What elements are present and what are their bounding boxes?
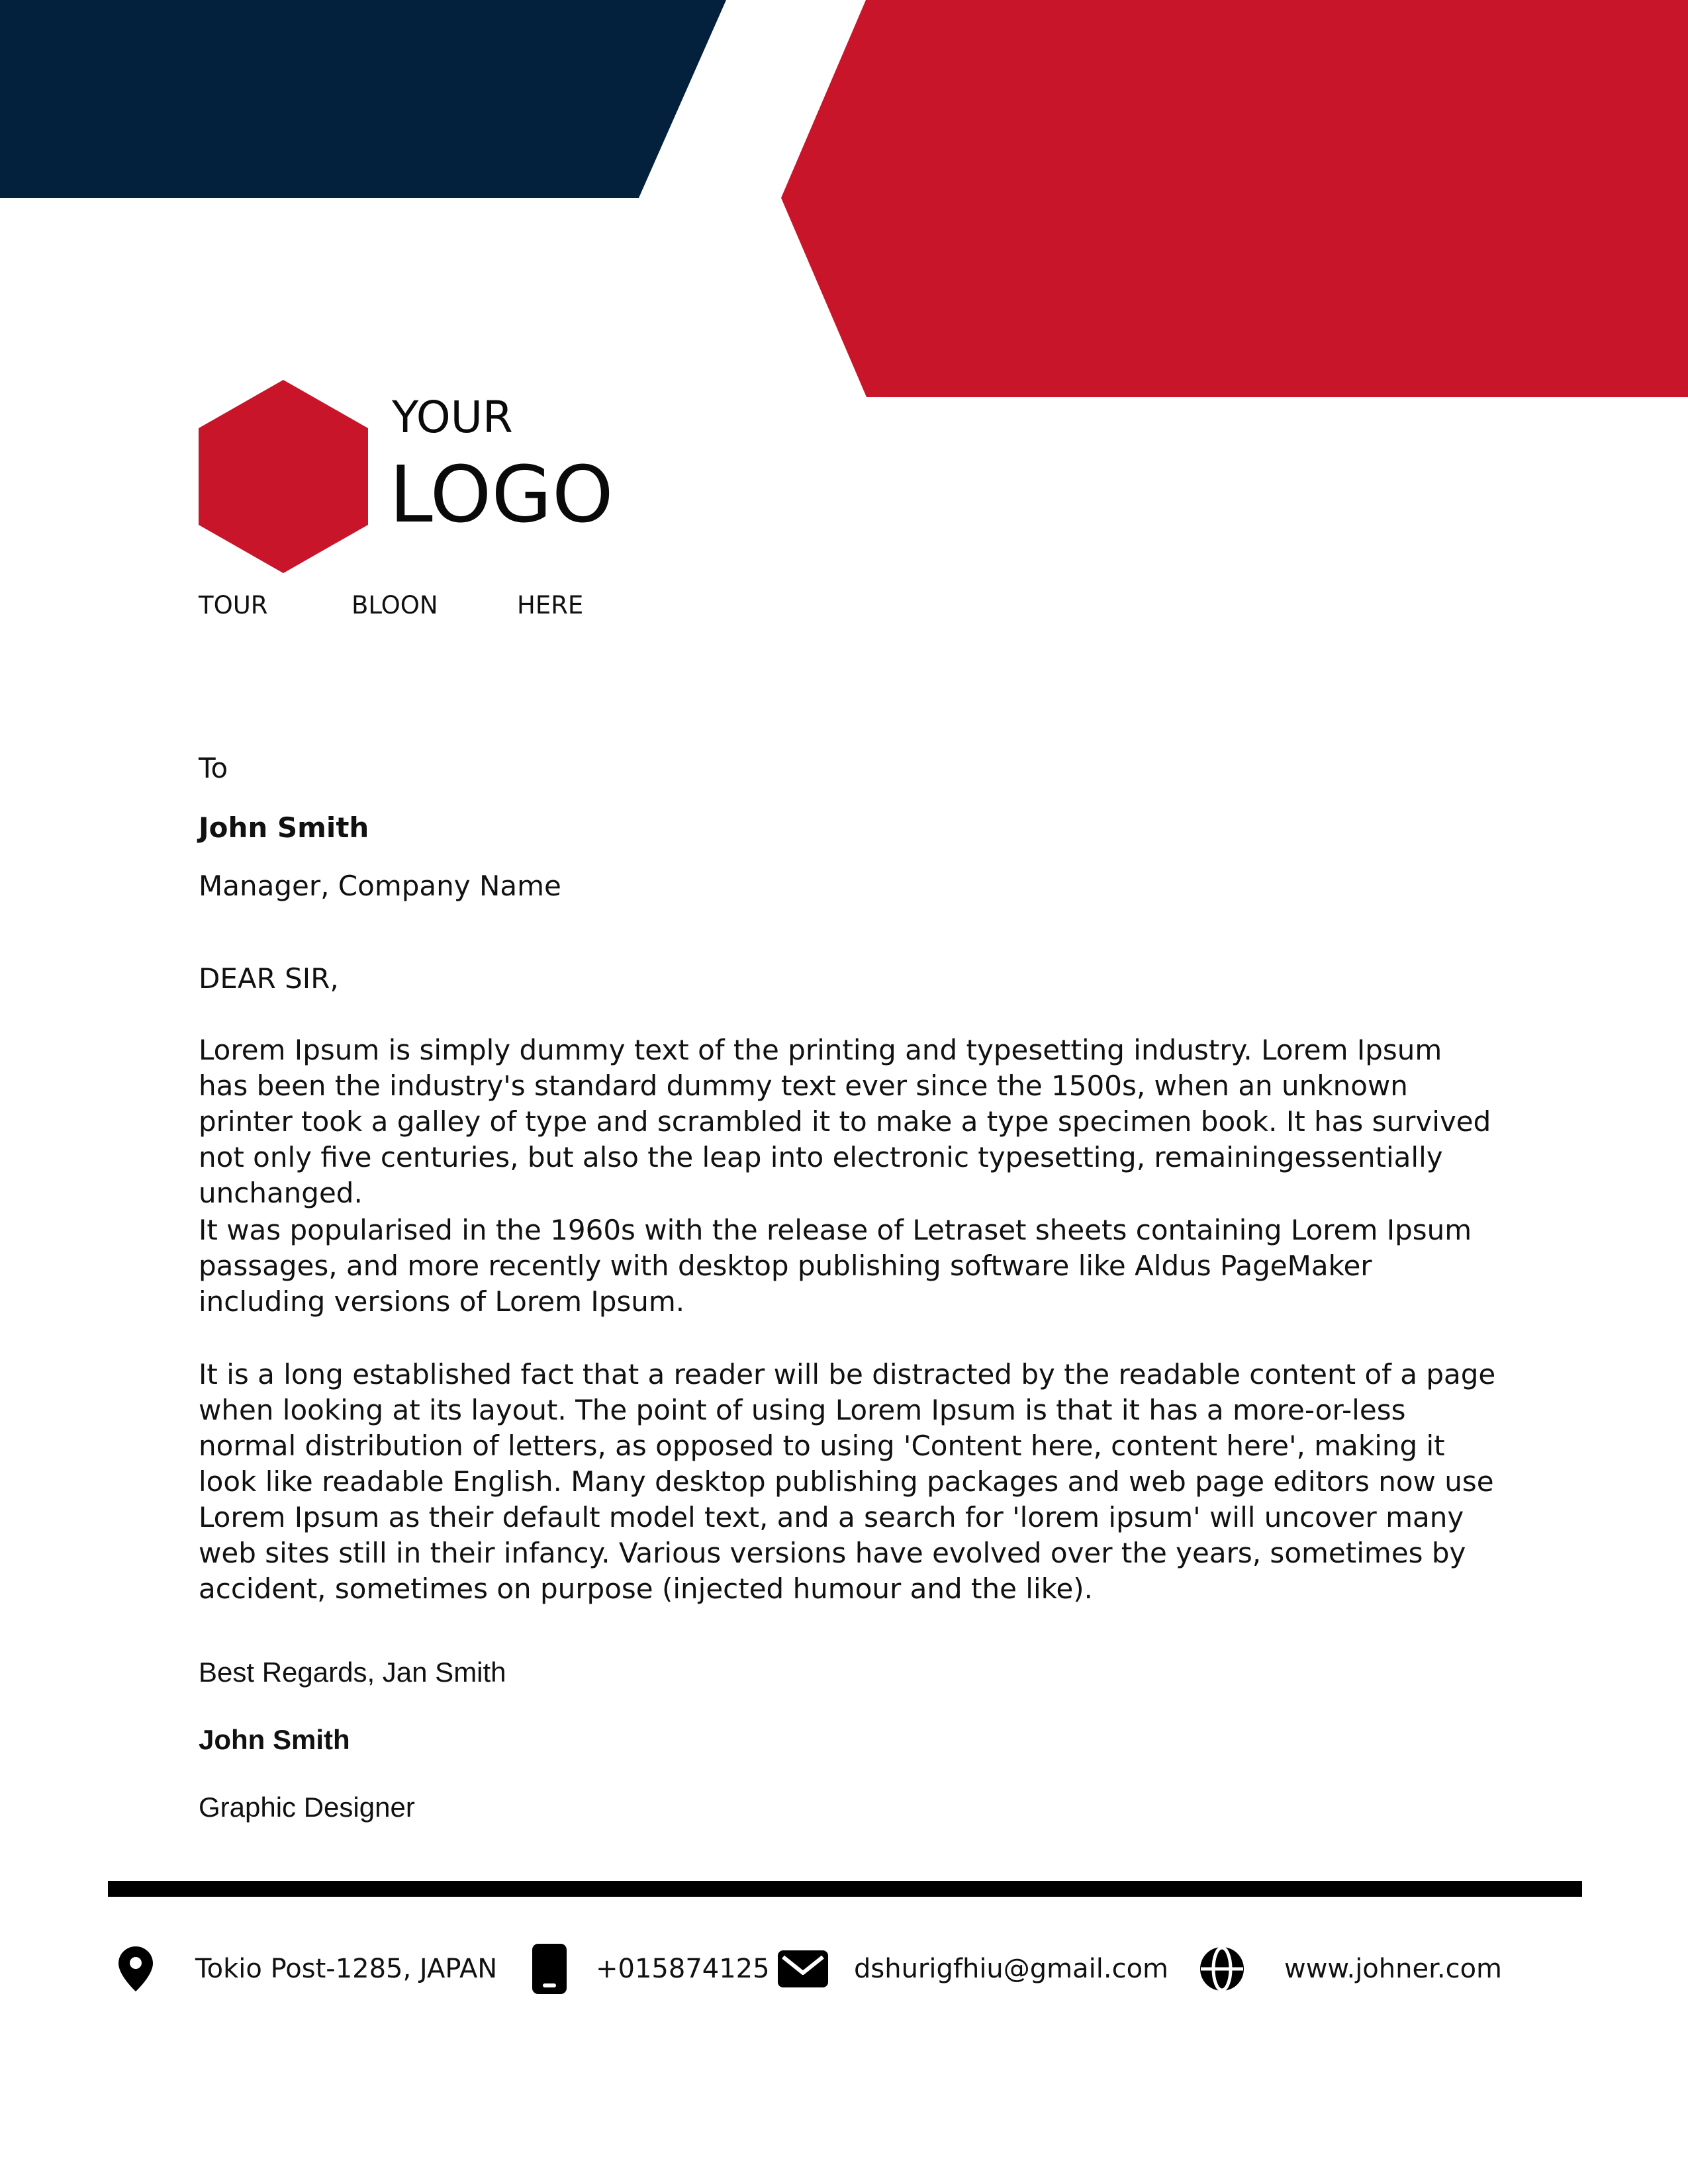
contact-website-text[interactable]: www.johner.com [1284, 1954, 1503, 1984]
red-banner-shape [781, 0, 1688, 397]
footer-divider [108, 1881, 1582, 1897]
globe-icon [1197, 1946, 1247, 1992]
header-shapes [0, 0, 1688, 410]
mail-icon [778, 1946, 828, 1992]
contact-phone [530, 1946, 770, 1992]
greeting: DEAR SIR, [199, 962, 339, 995]
closing-role: Graphic Designer [199, 1792, 415, 1823]
closing-name: John Smith [199, 1724, 350, 1755]
body-paragraph-3: It is a long established fact that a reader will be distracted by the readable content of a page when looking at its layout. The point of using Lorem Ipsum is that it has a more-or-less normal distribution of letters, as opposed to using 'Content here, content here', making it look like readable English. Many desktop publishing packages and web page editors now use Lorem Ipsum as their default model text, and a search for 'lorem ipsum' will uncover many web sites still in their infancy. Various versions have evolved over the years, sometimes by accident, sometimes on purpose (injected humour and the like). [199, 1358, 1496, 1605]
closing-regards: Best Regards, Jan Smith [199, 1657, 506, 1688]
contact-phone-text: +015874125 [596, 1954, 770, 1984]
phone-icon [530, 1946, 569, 1992]
contact-address-text: Tokio Post-1285, JAPAN [195, 1954, 498, 1984]
location-pin-icon [116, 1946, 156, 1992]
recipient-name: John Smith [199, 811, 369, 844]
logo-line-your: YOUR [392, 392, 513, 443]
contact-email [778, 1946, 1169, 1992]
logo-tagline-2: BLOON [352, 591, 438, 619]
logo-line-logo: LOGO [389, 449, 614, 540]
logo-hexagon-icon [199, 380, 368, 573]
recipient-title: Manager, Company Name [199, 870, 561, 902]
recipient-to: To [199, 752, 228, 784]
contact-email-text[interactable]: dshurigfhiu@gmail.com [854, 1954, 1169, 1984]
navy-banner-shape [0, 0, 726, 198]
logo-tagline-1: TOUR [199, 591, 268, 619]
body-paragraph-2: It was popularised in the 1960s with the release of Letraset sheets containing Lorem Ipsum passages, and more recently with desktop publishing software like Aldus PageMaker including versions of Lorem Ipsum. [199, 1214, 1472, 1318]
contact-address [116, 1946, 498, 1992]
body-paragraph-1: Lorem Ipsum is simply dummy text of the printing and typesetting industry. Lorem Ipsum has been the industry's standard dummy text ever since the 1500s, when an unknown printer took a galley of type and scrambled it to make a type specimen book. It has survived not only five centuries, but also the leap into electronic typesetting, remainingessentially unchanged. [199, 1034, 1491, 1209]
logo-tagline-3: HERE [517, 591, 584, 619]
contact-website [1197, 1946, 1503, 1992]
